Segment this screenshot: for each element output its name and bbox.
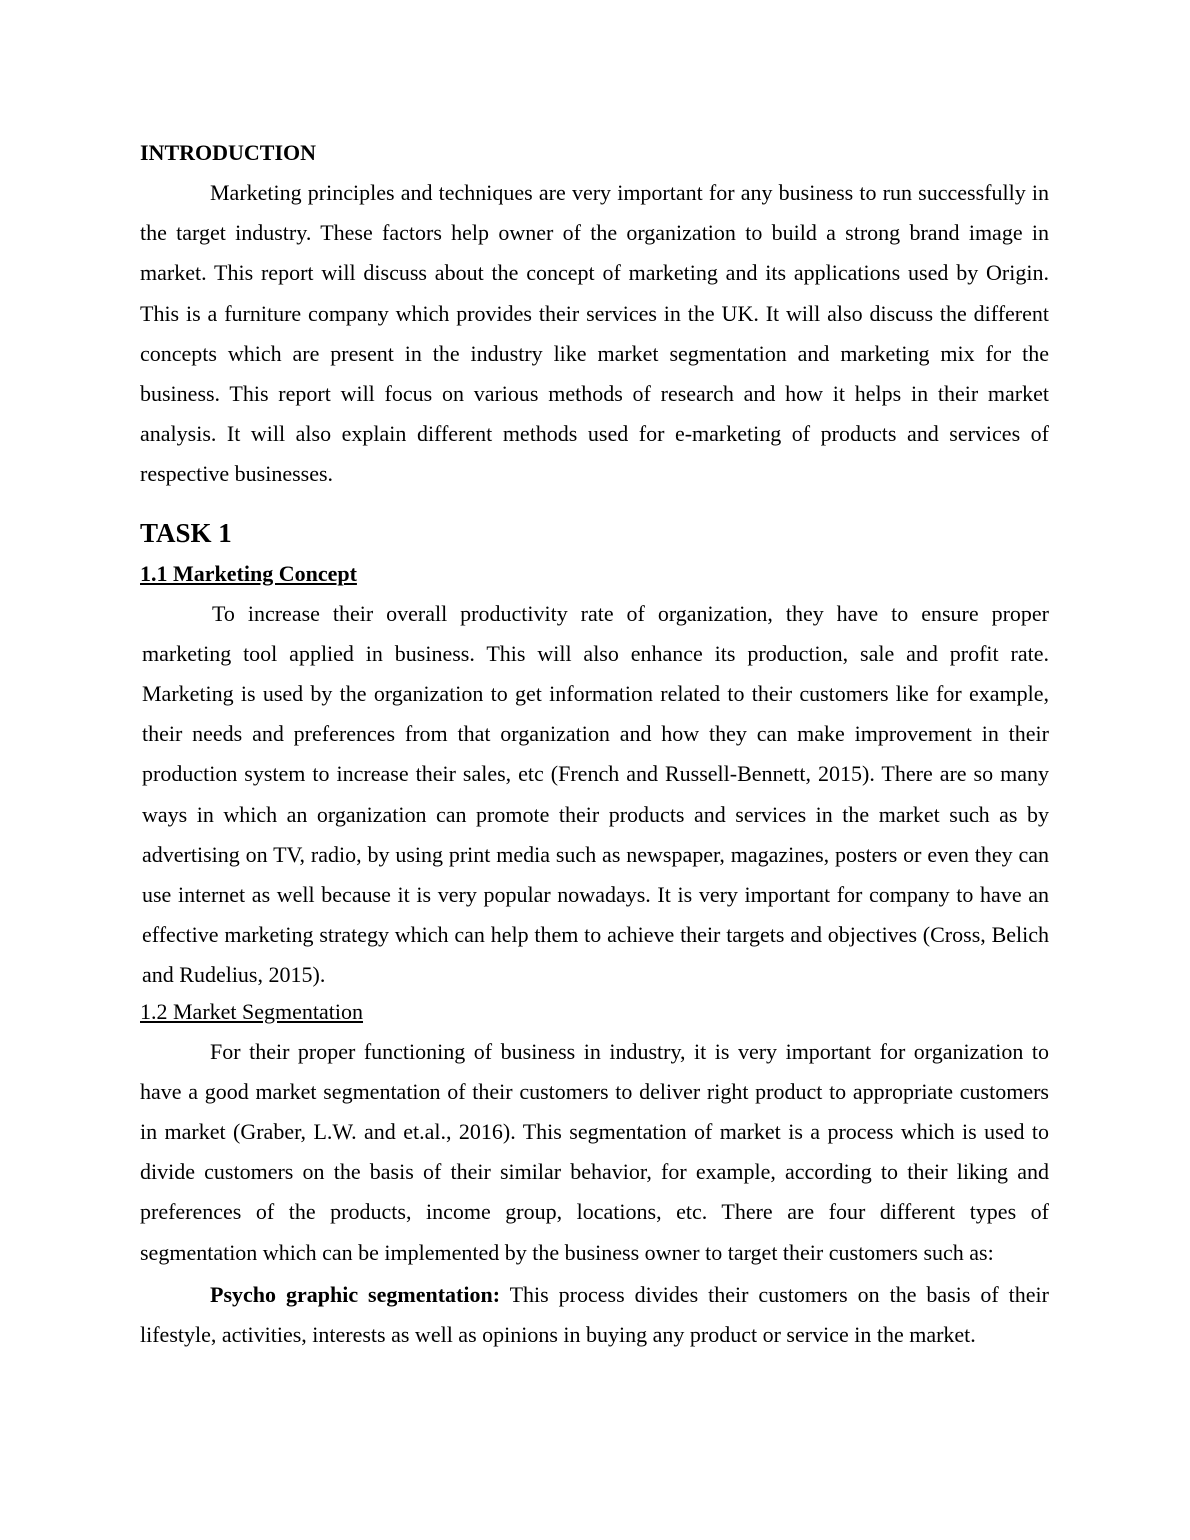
task-1-heading: TASK 1 — [140, 517, 232, 548]
psychographic-text: This process divides their customers on the basis of their lifestyle, activities, interests as well as opinions in buying any product or service in the market. — [140, 1281, 1049, 1348]
marketing-concept-heading: 1.1 Marketing Concept — [140, 560, 357, 586]
market-segmentation-paragraph: For their proper functioning of business in industry, it is very important for organization to have a good market segmentation of their customers to deliver right product to appropriate customers in market (Graber, L.W. and et.al., 2016). This segmentation of market is a process which is used to divide customers on the basis of their similar behavior, for example, according to their liking and preferences of the products, income group, locations, etc. There are four different types of segmentation which can be implemented by the business owner to target their customers such as: — [140, 1038, 1049, 1265]
marketing-concept-paragraph: To increase their overall productivity rate of organization, they have to ensure proper marketing tool applied in business. This will also enhance its production, sale and profit rate. Marketing is used by the organization to get information related to their customers like for example, their needs and preferences from that organization and how they can make improvement in their production system to increase their sales, etc (French and Russell-Bennett, 2015). There are so many ways in which an organization can promote their products and services in the market such as by advertising on TV, radio, by using print media such as newspaper, magazines, posters or even they can use internet as well because it is very popular nowadays. It is very important for company to have an effective marketing strategy which can help them to achieve their targets and objectives (Cross, Belich and Rudelius, 2015). — [142, 600, 1049, 988]
psychographic-segmentation-paragraph — [140, 1275, 1049, 1355]
psychographic-term: Psycho graphic segmentation: — [210, 1281, 501, 1307]
introduction-heading: INTRODUCTION — [140, 140, 317, 165]
market-segmentation-heading: 1.2 Market Segmentation — [140, 998, 364, 1024]
document-page — [140, 138, 1049, 1355]
introduction-paragraph: Marketing principles and techniques are very important for any business to run successfully in the target industry. These factors help owner of the organization to build a strong brand image in market. This report will discuss about the concept of marketing and its applications used by Origin. This is a furniture company which provides their services in the UK. It will also discuss the different concepts which are present in the industry like market segmentation and marketing mix for the business. This report will focus on various methods of research and how it helps in their market analysis. It will also explain different methods used for e-marketing of products and services of respective businesses. — [140, 180, 1049, 487]
